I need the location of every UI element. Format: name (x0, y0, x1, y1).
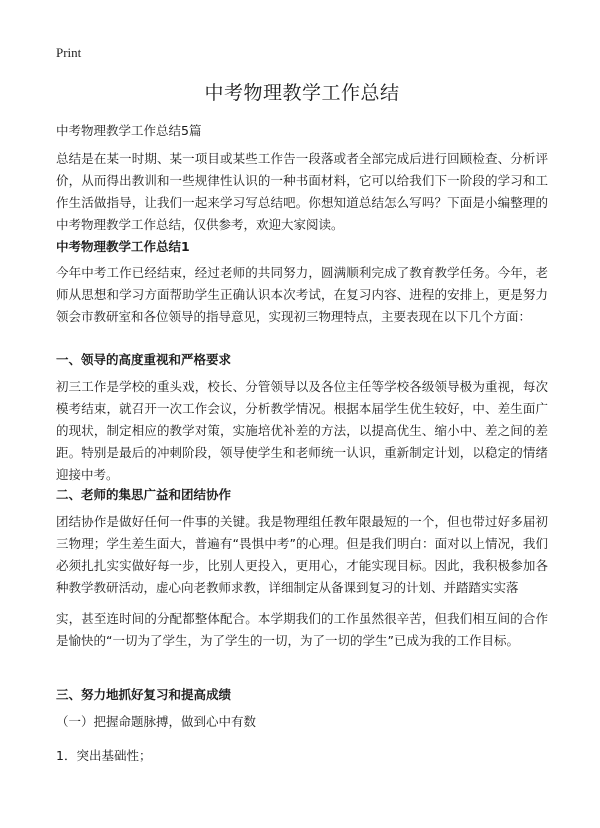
teamwork-paragraph-1: 团结协作是做好任何一件事的关键。我是物理组任教年限最短的一个，但也带过好多届初三物理；学生差生面大，普遍有“畏惧中考”的心理。但是我们明白：面对以上情况，我们必须扎扎实实做好每一步，比别人更投入，更用心，才能实现目标。因此，我积极参加各种教学教研活动，虚心向老教师求教，详细制定从备课到复习的计划、并踏踏实实落 (56, 514, 548, 595)
heading-leadership: 一、领导的高度重视和严格要求 (56, 352, 232, 367)
list-item-basics: 1．突出基础性； (56, 748, 152, 763)
section-1-title: 中考物理教学工作总结1 (56, 239, 190, 254)
print-link[interactable]: Print (56, 45, 82, 60)
subheading-exam-pulse: （一）把握命题脉搏，做到心中有数 (56, 714, 257, 729)
document-subtitle: 中考物理教学工作总结5篇 (56, 123, 202, 138)
heading-teamwork: 二、老师的集思广益和团结协作 (56, 487, 232, 502)
document-title: 中考物理教学工作总结 (204, 82, 400, 104)
leadership-paragraph: 初三工作是学校的重头戏，校长、分管领导以及各位主任等学校各级领导极为重视，每次模考结束，就召开一次工作会议，分析教学情况。根据本届学生优生较好，中、差生面广的现状，制定相应的教学对策，实施培优补差的方法，以提高优生、缩小中、差之间的差距。特别是最后的冲刺阶段，领导使学生和老师统一认识，重新制定计划，以稳定的情绪迎接中考。 (56, 379, 548, 482)
intro-paragraph: 总结是在某一时期、某一项目或某些工作告一段落或者全部完成后进行回顾检查、分析评价，从而得出教训和一些规律性认识的一种书面材料，它可以给我们下一阶段的学习和工作生活做指导，让我们一起来学习写总结吧。你想知道总结怎么写吗？下面是小编整理的中考物理教学工作总结，仅供参考，欢迎大家阅读。 (56, 151, 548, 232)
teamwork-paragraph-2: 实，甚至连时间的分配都整体配合。本学期我们的工作虽然很辛苦，但我们相互间的合作是愉快的“一切为了学生，为了学生的一切，为了一切的学生”已成为我的工作目标。 (56, 611, 548, 648)
section-1-paragraph: 今年中考工作已经结束，经过老师的共同努力，圆满顺利完成了教育教学任务。今年，老师从思想和学习方面帮助学生正确认识本次考试，在复习内容、进程的安排上，更是努力领会市教研室和各位领导的指导意见，实现初三物理特点，主要表现在以下几个方面： (56, 265, 548, 324)
heading-review: 三、努力地抓好复习和提高成绩 (56, 687, 232, 702)
